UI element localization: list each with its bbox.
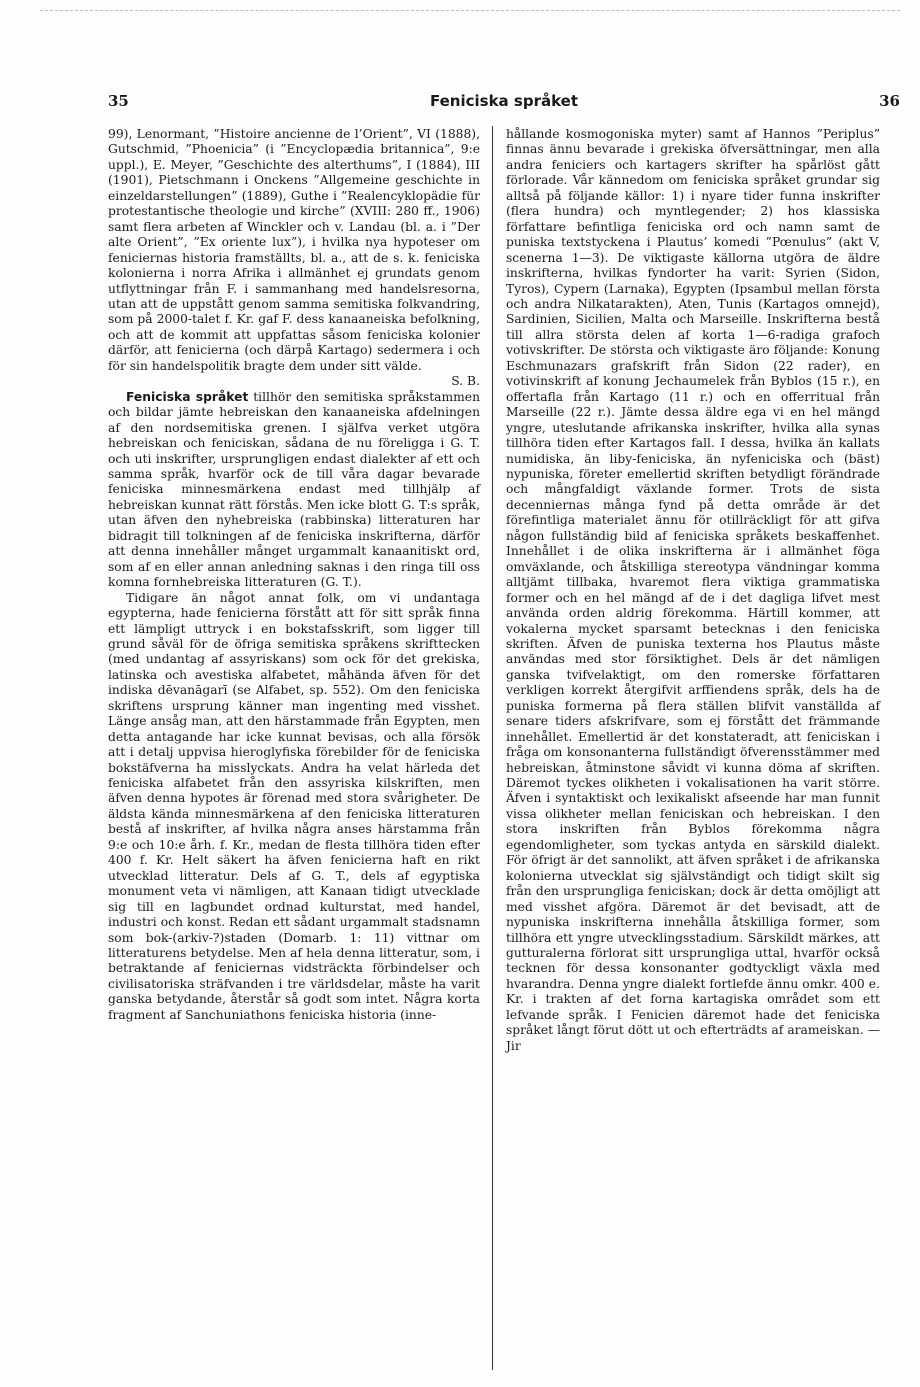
page-title: Feniciska språket	[429, 92, 578, 110]
column-divider	[492, 126, 493, 1370]
top-scan-line	[40, 10, 900, 11]
left-paragraph-3: Tidigare än något annat folk, om vi undantaga egypterna, hade fenicierna förstått att för sitt språk finna ett lämpligt uttryck i en bokstafsskrift, som ligger till grund såväl för de öfriga semitiska språkens skrifttecken (med undantag af assyriskans) som ock för det grekiska, latinska och avestiska alfabetet, måhända äfven för det indiska dēvanāgarī (se Alfabet, sp. 552). Om den feniciska skriftens ursprung känner man ingenting med visshet. Länge ansåg man, att den härstammade från Egypten, men detta antagande har icke kunnat bevisas, och alla försök att i detalj uppvisa hieroglyfiska förebilder för de feniciska bokstäfverna ha misslyckats. Andra ha velat härleda det feniciska alfabetet från den assyriska kilskriften, men äfven denna hypotes är förenad med stora svårigheter. De äldsta kända minnesmärkena af den feniciska litteraturen bestå af inskrifter, af hvilka några anses härstamma från 9:e och 10:e årh. f. Kr., medan de flesta tillhöra tiden efter 400 f. Kr. Helt säkert ha äfven fenicierna haft en rikt utvecklad litteratur. Dels af G. T., dels af egyptiska monument veta vi nämligen, att Kanaan tidigt utvecklade sig till en lagbundet ordnad kulturstat, med handel, industri och konst. Redan ett sådant urgammalt stadsnamn som bok-(arkiv-?)staden (Domarb. 1: 11) vittnar om litteraturens betydelse. Men af hela denna litteratur, som, i betraktande af feniciernas vidsträckta förbindelser och civilisatoriska sträfvanden i tre världsdelar, måste ha varit ganska betydande, återstår så godt som intet. Några korta fragment af Sanchuniathons feniciska historia (inne-	[108, 590, 480, 1022]
left-paragraph-1: 99), Lenormant, ”Histoire ancienne de l’Orient”, VI (1888), Gutschmid, ”Phoenicia” (i ”Encyclopædia britannica”, 9:e uppl.), E. Meyer, ”Geschichte des alterthums”, I (1884), III (1901), Pietschmann i Onckens ”Allgemeine geschichte in einzeldarstellungen” (1889), Guthe i ”Realencyklopädie für protestantische theologie und kirche” (XVIII: 280 ff., 1906) samt flera arbeten af Winckler och v. Landau (bl. a. i ”Der alte Orient”, ”Ex oriente lux”), i hvilka nya hypoteser om feniciernas historia framställts, bl. a., att de s. k. feniciska kolonierna i norra Afrika i allmänhet ej grundats genom utflyttningar från F. i sammanhang med handelsresorna, utan att de uppstått genom samma semitiska folkvandring, som på 2000-talet f. Kr. gaf F. dess kanaaneiska befolkning, och att de kommit att uppfattas såsom feniciska kolonier därför, att fenicierna (och därpå Kartago) sedermera i och för sin handelspolitik bragte dem under sitt välde.	[108, 127, 480, 373]
left-paragraph-2	[108, 390, 480, 591]
left-paragraph-2-text: tillhör den semitiska språkstammen och bildar jämte hebreiskan den kanaaneiska afdelningen af den nordsemitiska grenen. I själfva verket utgöra hebreiskan och feniciskan, sådana de nu föreligga i G. T. och uti inskrifter, ursprungligen endast dialekter af ett och samma språk, hvarför ock de till våra dagar bevarade feniciska minnesmärkena endast med tillhjälp af hebreiskan kunnat rätt förstås. Men icke blott G. T:s språk, utan äfven den nyhebreiska (rabbinska) litteraturen har bidragit till tolkningen af de feniciska inskrifterna, därför att denna innehåller månget urgammalt kanaanitiskt ord, som af en eller annan anledning saknas i den ringa till oss komna fornhebreiska litteraturen (G. T.).	[108, 389, 480, 590]
left-column	[108, 127, 480, 1023]
right-column	[506, 127, 880, 1054]
page-number-left: 35	[108, 92, 129, 110]
signature: S. B.	[451, 374, 480, 389]
entry-headword: Feniciska språket	[126, 389, 249, 404]
page-header	[108, 92, 900, 114]
right-paragraph-1: hållande kosmogoniska myter) samt af Hannos ”Periplus” finnas ännu bevarade i grekiska öfversättningar, men alla andra feniciers och kartagers skrifter ha spårlöst gått förlorade. Vår kännedom om feniciska språket grundar sig alltså på följande källor: 1) i nyare tider funna inskrifter (flera hundra) och myntlegender; 2) hos klassiska författare befintliga feniciska ord och namn samt de puniska textstyckena i Plautus’ komedi ”Pœnulus” (akt V, scenerna 1—3). De viktigaste källorna utgöra de äldre inskrifterna, hvilkas fyndorter ha varit: Syrien (Sidon, Tyros), Cypern (Larnaka), Egypten (Ipsambul mellan första och andra Nilkatarakten), Aten, Tunis (Kartagos omnejd), Sardinien, Sicilien, Malta och Marseille. Inskrifterna bestå till allra största delen af korta 1—6-radiga grafoch votivskrifter. De största och viktigaste äro följande: Konung Eschmunazars grafskrift från Sidon (22 rader), en votivinskrift af konung Jechaumelek från Byblos (15 r.), en offertafla från Kartago (11 r.) och en offerritual från Marseille (22 r.). Jämte dessa äldre ega vi en hel mängd yngre, uteslutande afrikanska inskrifter, hvilka alla synas tillhöra tiden efter Kartagos fall. I dessa, hvilka än kallats numidiska, än liby-feniciska, än nyfeniciska och (bäst) nypuniska, företer emellertid skriften betydligt förändrade och mångfaldigt växlande former. Trots de sista decenniernas många fynd på detta område är det förefintliga materialet ännu för otillräckligt för att gifva någon fullständig bild af feniciska språkets beskaffenhet. Innehållet i de olika inskrifterna är i allmänhet föga omväxlande, och åtskilliga stereotypa vändningar komma alltjämt tillbaka, hvaremot flera viktiga grammatiska former och en hel mängd af de i det dagliga lifvet mest använda orden aldrig förekomma. Härtill kommer, att vokalerna mycket sparsamt betecknas i den feniciska skriften. Äfven de puniska texterna hos Plautus måste användas med stor försiktighet. Dels är det nämligen ganska tvifvelaktigt, om den romerske författaren verkligen korrekt återgifvit arffiendens språk, dels ha de puniska formerna på flera ställen blifvit vanställda af senare tiders afskrifvare, som ej förstått det främmande innehållet. Emellertid är det konstateradt, att feniciskan i fråga om konsonanterna fullständigt öfverensstämmer med hebreiskan, åtminstone såvidt vi kunna döma af skriften. Däremot tyckes olikheten i vokalisationen ha varit större. Äfven i syntaktiskt och lexikaliskt afseende har man funnit vissa olikheter mellan feniciskan och hebreiskan. I den stora inskriften från Byblos förekomma några egendomligheter, som tyckas antyda en särskild dialekt. För öfrigt är det sannolikt, att äfven språket i de afrikanska kolonierna utvecklat sig självständigt och tidigt skilt sig från den ursprungliga feniciskan; dock är detta omöjligt att med visshet afgöra. Däremot är det bevisadt, att de nypuniska inskrifterna innehålla åtskilliga former, som tillhöra ett yngre utvecklingsstadium. Särskildt märkes, att gutturalerna förlorat sitt ursprungliga uttal, hvarför också tecknen för dessa konsonanter godtyckligt växla med hvarandra. Denna yngre dialekt fortlefde ännu omkr. 400 e. Kr. i trakten af det forna kartagiska området som ett lefvande språk. I Fenicien däremot hade det feniciska språket långt förut dött ut och efterträdts af arameiskan. — Jir	[506, 127, 880, 1053]
page-number-right: 36	[879, 92, 900, 110]
